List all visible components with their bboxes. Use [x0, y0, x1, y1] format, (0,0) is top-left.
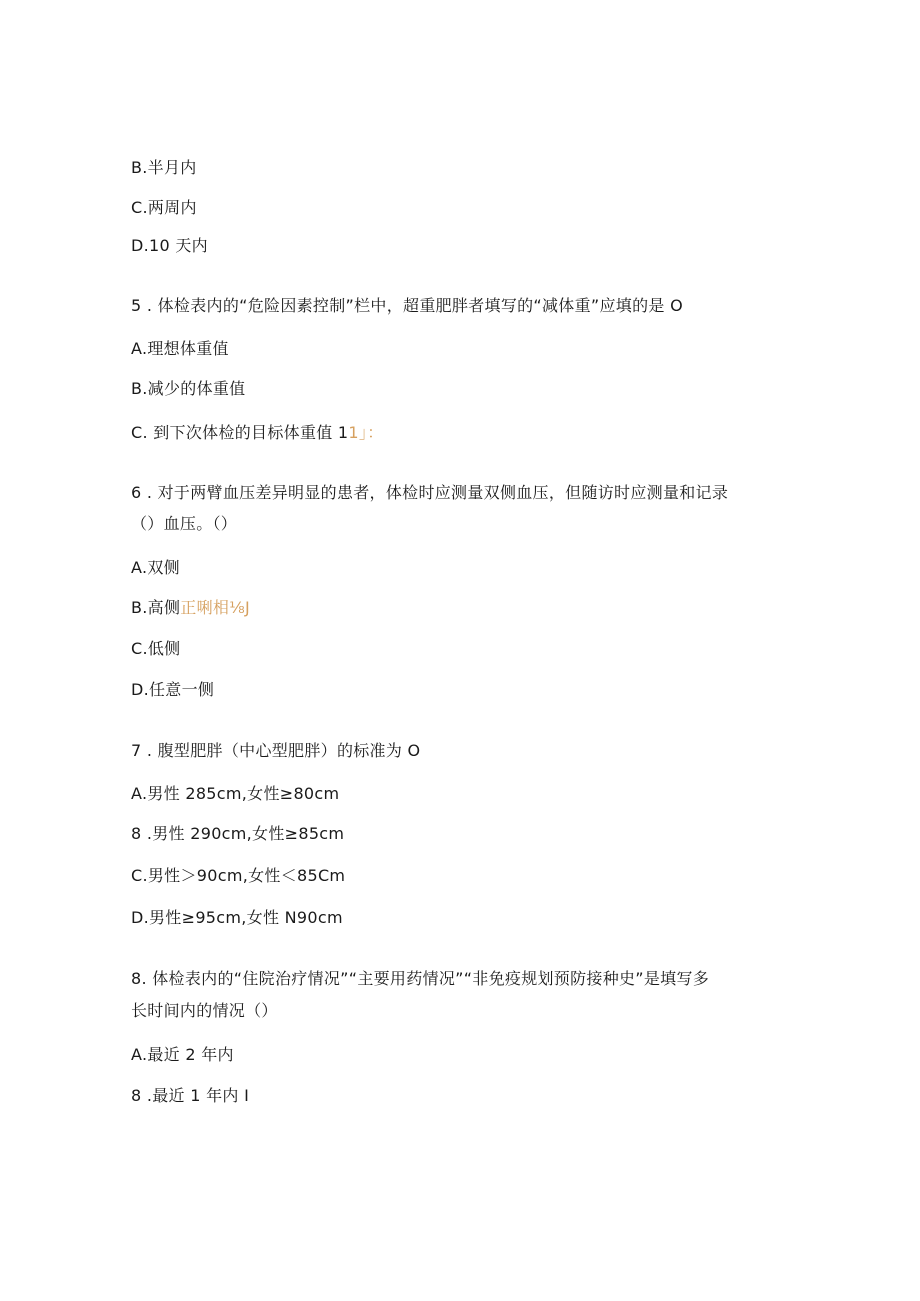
option-line: A.最近 2 年内	[131, 1045, 234, 1064]
question-line: 5 . 体检表内的“危险因素控制”栏中，超重肥胖者填写的“减体重”应填的是 O	[131, 296, 683, 315]
option-line: D.任意一侧	[131, 680, 215, 699]
option-line: A.男性 285cm,女性≥80cm	[131, 784, 340, 803]
question-line: 7 . 腹型肥胖（中心型肥胖）的标准为 O	[131, 741, 421, 760]
answer-marker: 正唎相⅛J	[180, 598, 250, 617]
option-line: A.双侧	[131, 558, 180, 577]
option-line-with-marker	[131, 423, 384, 443]
option-line: B.半月内	[131, 158, 197, 177]
option-line: C.男性＞90cm,女性＜85Cm	[131, 866, 346, 885]
option-line: D.10 天内	[131, 236, 208, 255]
option-text: B.高侧	[131, 598, 181, 617]
option-line: D.男性≥95cm,女性 N90cm	[131, 908, 343, 927]
question-line: （）血压。（）	[131, 514, 238, 533]
option-text: C. 到下次体检的目标体重值 1	[131, 423, 349, 442]
option-line: B.减少的体重值	[131, 379, 246, 398]
option-line-with-marker	[131, 598, 250, 618]
option-line: C.两周内	[131, 198, 197, 217]
question-line: 8. 体检表内的“住院治疗情况”“主要用药情况”“非免疫规划预防接种史”是填写多	[131, 969, 710, 988]
option-line: 8 .男性 290cm,女性≥85cm	[131, 824, 345, 843]
question-line: 长时间内的情况（）	[131, 1001, 278, 1020]
option-line: A.理想体重值	[131, 339, 229, 358]
answer-marker: 1」：	[348, 423, 384, 442]
question-line: 6 . 对于两臂血压差异明显的患者，体检时应测量双侧血压，但随访时应测量和记录	[131, 483, 729, 502]
option-line: C.低侧	[131, 639, 181, 658]
option-line: 8 .最近 1 年内 I	[131, 1086, 250, 1105]
